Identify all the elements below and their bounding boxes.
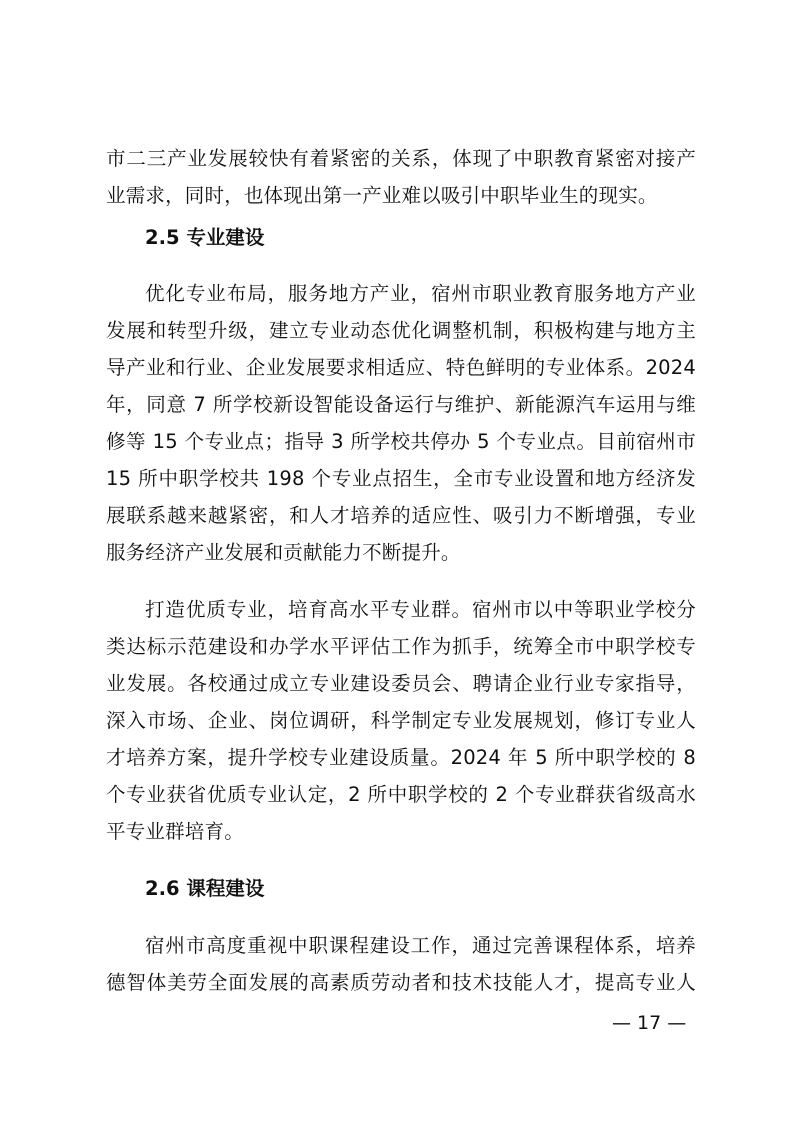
text-line: 平专业群培育。 — [106, 820, 244, 843]
text-line: 个专业获省优质专业认定，2 所中职学校的 2 个专业群获省级高水 — [106, 783, 696, 806]
page-number: — 17 — — [612, 1012, 687, 1034]
text-line: 服务经济产业发展和贡献能力不断提升。 — [106, 541, 461, 564]
text-line: 德智体美劳全面发展的高素质劳动者和技术技能人才，提高专业人 — [106, 971, 696, 994]
text-line: 市二三产业发展较快有着紧密的关系，体现了中职教育紧密对接产 — [106, 147, 696, 170]
section-heading-2-6: 2.6 课程建设 — [145, 877, 265, 900]
text-line: 宿州市高度重视中职课程建设工作，通过完善课程体系，培养 — [145, 934, 696, 957]
text-line: 展联系越来越紧密，和人才培养的适应性、吸引力不断增强，专业 — [106, 504, 696, 527]
text-line: 发展和转型升级，建立专业动态优化调整机制，积极构建与地方主 — [106, 319, 696, 342]
text-line: 优化专业布局，服务地方产业，宿州市职业教育服务地方产业 — [145, 282, 696, 305]
text-line: 导产业和行业、企业发展要求相适应、特色鲜明的专业体系。2024 — [106, 356, 696, 379]
text-line: 深入市场、企业、岗位调研，科学制定专业发展规划，修订专业人 — [106, 709, 696, 732]
text-line: 年，同意 7 所学校新设智能设备运行与维护、新能源汽车运用与维 — [106, 393, 696, 416]
text-line: 业发展。各校通过成立专业建设委员会、聘请企业行业专家指导， — [106, 672, 696, 695]
section-heading-2-5: 2.5 专业建设 — [145, 226, 265, 249]
text-line: 业需求，同时，也体现出第一产业难以吸引中职毕业生的现实。 — [106, 184, 658, 207]
text-line: 15 所中职学校共 198 个专业点招生，全市专业设置和地方经济发 — [106, 467, 696, 490]
text-line: 打造优质专业，培育高水平专业群。宿州市以中等职业学校分 — [145, 598, 696, 621]
text-line: 修等 15 个专业点；指导 3 所学校共停办 5 个专业点。目前宿州市 — [106, 430, 696, 453]
text-line: 才培养方案，提升学校专业建设质量。2024 年 5 所中职学校的 8 — [106, 746, 696, 769]
text-line: 类达标示范建设和办学水平评估工作为抓手，统筹全市中职学校专 — [106, 635, 696, 658]
